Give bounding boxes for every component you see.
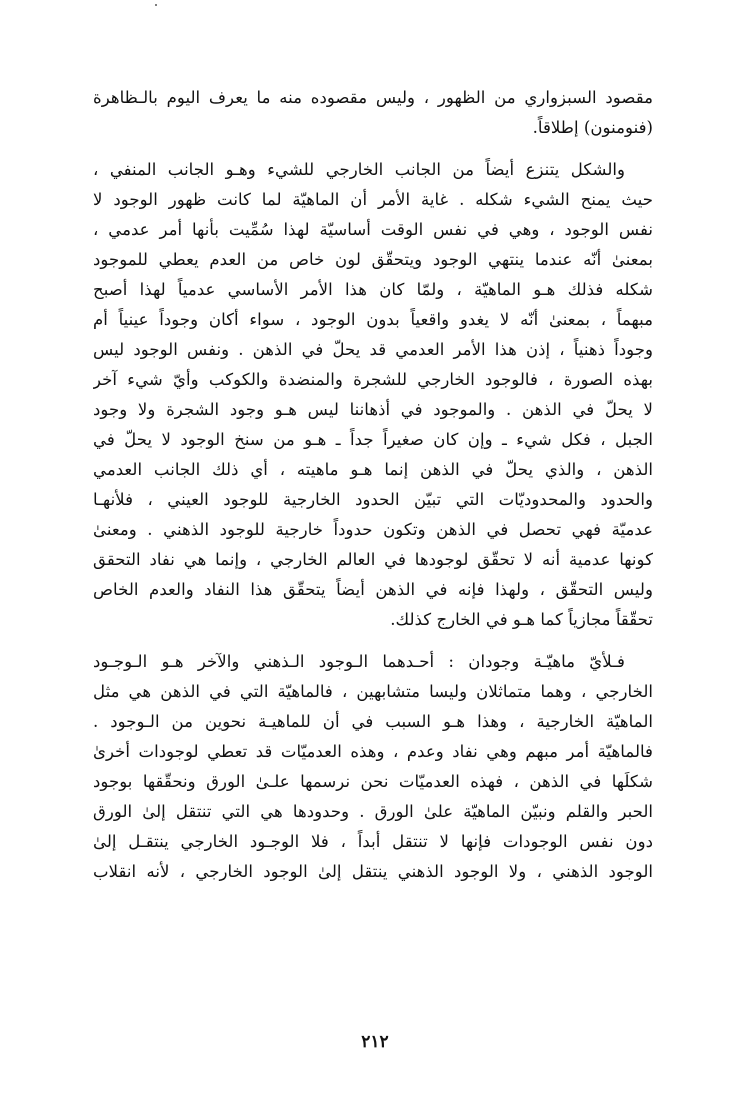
text-line: الخارجي ، وهما متماثلان وليسا متشابهين ، فالماهيّة التي في الذهن هي مثل xyxy=(93,682,653,701)
text-line: شكله فذلك هـو الماهيّة ، ولمّا كان هذا الأمر الأساسي عدمياً لهذا أصبح xyxy=(93,280,653,299)
text-line: بمعنىٰ أنّه عندما ينتهي الوجود ويتحقّق لون خاص من العدم يعطي للموجود xyxy=(93,250,653,269)
paragraph-1 xyxy=(93,83,653,143)
text-line: الوجود الذهني ، ولا الوجود الذهني ينتقل إلىٰ الوجود الخارجي ، لأنه انقلاب xyxy=(93,862,653,881)
text-line: وليس التحقّق ، ولهذا فإنه في الذهن أيضاً يتحقّق هذا النفاد والعدم الخاص xyxy=(93,580,653,599)
text-line: (فنومنون) إطلاقاً. xyxy=(532,118,653,137)
text-line: حيث يمنح الشيء شكله . غاية الأمر أن الماهيّة لما كانت ظهور الوجود لا xyxy=(93,190,653,209)
text-line: لا يحلّ في الذهن . والموجود في أذهاننا ليس هـو وجود الشجرة ولا وجود xyxy=(93,400,653,419)
speck-mark xyxy=(155,4,157,6)
text-line: والحدود والمحدوديّات التي تبيّن الحدود الخارجية للوجود العيني ، فلأنهـا xyxy=(93,490,653,509)
text-line: دون نفس الوجودات فإنها لا تنتقل أبداً ، فلا الوجـود الخارجي ينتقـل إلىٰ xyxy=(93,832,653,851)
text-line: كونها عدمية أنه لا تحقّق لوجودها في العالم الخارجي ، وإنما هي نفاد التحقق xyxy=(93,550,653,569)
text-line: الماهيّة الخارجية ، وهذا هـو السبب في أن للماهيـة نحوين من الـوجود . xyxy=(93,712,653,731)
text-line: مبهماً ، بمعنىٰ أنّه لا يغدو واقعياً بدون الوجود ، سواء أكان وجوداً عينياً أم xyxy=(93,310,653,329)
text-line: تحقّقاً مجازياً كما هـو في الخارج كذلك. xyxy=(390,610,653,629)
paragraph-2 xyxy=(93,155,653,635)
text-line: الجبل ، فكل شيء ـ وإن كان صغيراً جداً ـ هـو من سنخ الوجود لا يحلّ في xyxy=(93,430,653,449)
text-line: الحبر والقلم ونبيّن الماهيّة علىٰ الورق . وحدودها هي التي تنتقل إلىٰ الورق xyxy=(93,802,653,821)
text-line: شكلَها في الذهن ، فهذه العدميّات نحن نرسمها علـىٰ الورق ونحقّقها بوجود xyxy=(93,772,653,791)
text-line: والشكل يتنزع أيضاً من الجانب الخارجي للشيء وهـو الجانب المنفي ، xyxy=(93,160,625,179)
text-line: مقصود السبزواري من الظهور ، وليس مقصوده منه ما يعرف اليوم بالـظاهرة xyxy=(93,88,653,107)
text-line: وجوداً ذهنياً ، إذن هذا الأمر العدمي قد يحلّ في الذهن . ونفس الوجود ليس xyxy=(93,340,653,359)
text-line: فـلأيّ ماهيّـة وجودان : أحـدهما الـوجود الـذهني والآخر هـو الـوجـود xyxy=(93,652,625,671)
paragraph-3 xyxy=(93,647,653,887)
text-line: فالماهيّة أمر مبهم وهي نفاد وعدم ، وهذه العدميّات قد تعطي لوجودات أخرىٰ xyxy=(93,742,653,761)
text-line: نفس الوجود ، وهي في نفس الوقت أساسيّة لهذا سُمِّيت بأنها أمر عدمي ، xyxy=(93,220,653,239)
body-text xyxy=(93,83,653,887)
page-number: ٢١٢ xyxy=(361,1032,389,1052)
text-line: بهذه الصورة ، فالوجود الخارجي للشجرة والمنضدة والكوكب وأيّ شيء آخر xyxy=(93,370,653,389)
text-line: الذهن ، والذي يحلّ في الذهن إنما هـو ماهيته ، أي ذلك الجانب العدمي xyxy=(93,460,653,479)
text-line: عدميّة فهي تحصل في الذهن وتكون حدوداً خارجية للوجود الذهني . ومعنىٰ xyxy=(93,520,653,539)
